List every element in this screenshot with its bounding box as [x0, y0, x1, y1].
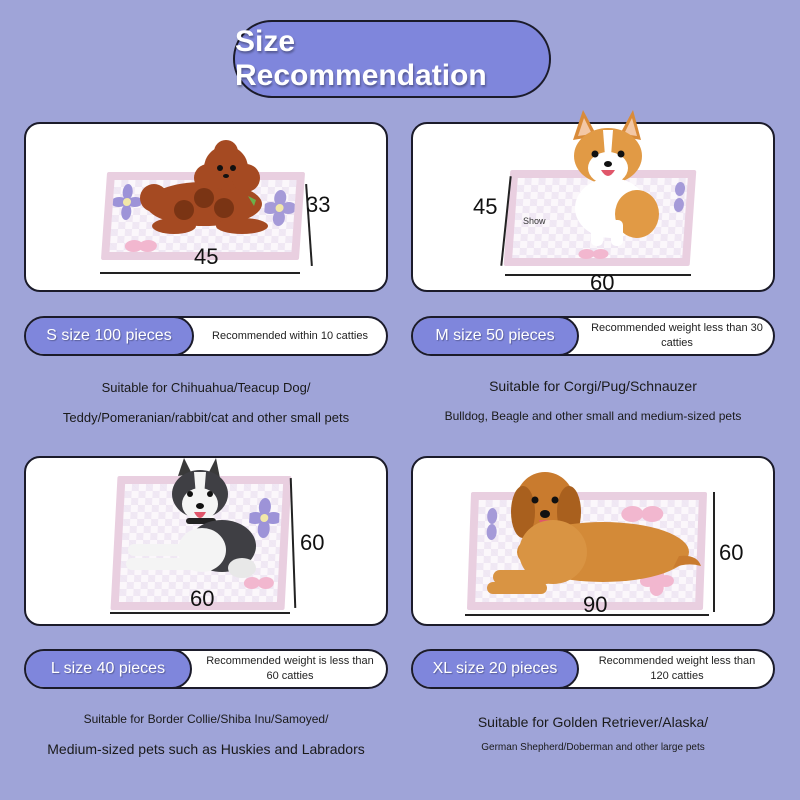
size-bar-small: [24, 316, 388, 356]
dimension-line: [290, 478, 297, 608]
dimension-line: [110, 612, 290, 614]
weight-note: Recommended within 10 catties: [212, 329, 368, 342]
suitable-breeds-detail: Medium-sized pets such as Huskies and Labradors: [47, 741, 365, 757]
husky-icon: [118, 458, 258, 590]
product-card-xl: [411, 456, 775, 626]
dimension-width: 60: [190, 586, 215, 611]
size-bar-large: [24, 649, 388, 689]
dimension-width: 60: [590, 270, 615, 295]
product-card-large: [24, 456, 388, 626]
dimension-line: [713, 492, 715, 612]
weight-note: Recommended weight is less than 60 catties: [206, 655, 374, 682]
dimension-width: 45: [194, 244, 219, 269]
product-card-small: [24, 122, 388, 292]
flower-icon: [123, 236, 158, 256]
suitable-breeds-detail: German Shepherd/Doberman and other large pets: [481, 742, 705, 753]
suitable-breeds: Suitable for Chihuahua/Teacup Dog/: [101, 380, 311, 395]
suitable-breeds: Suitable for Corgi/Pug/Schnauzer: [489, 378, 697, 394]
show-label: Show: [523, 216, 546, 226]
golden-retriever-icon: [483, 462, 703, 598]
suitable-breeds: Suitable for Golden Retriever/Alaska/: [477, 714, 709, 730]
corgi-icon: [553, 110, 663, 250]
size-label: M size 50 pieces: [411, 316, 579, 356]
product-card-medium: [411, 122, 775, 295]
size-bar-xl: [411, 649, 775, 689]
size-bar-medium: [411, 316, 775, 356]
weight-note: Recommended weight less than 30 catties: [591, 322, 763, 349]
suitable-breeds-detail: Teddy/Pomeranian/rabbit/cat and other small pets: [62, 410, 350, 425]
dimension-height: 33: [306, 192, 331, 217]
dimension-width: 90: [583, 592, 608, 617]
dimension-height: 45: [473, 194, 498, 219]
weight-note: Recommended weight less than 120 catties: [598, 655, 756, 682]
page-title: Size Recommendation: [233, 20, 551, 98]
flower-icon: [667, 182, 691, 212]
dimension-height: 60: [300, 530, 325, 555]
poodle-icon: [134, 138, 284, 238]
dimension-line: [100, 272, 300, 274]
dimension-height: 60: [719, 540, 744, 565]
size-label: S size 100 pieces: [24, 316, 194, 356]
size-label: L size 40 pieces: [24, 649, 192, 689]
size-label: XL size 20 pieces: [411, 649, 579, 689]
suitable-breeds: Suitable for Border Collie/Shiba Inu/Samoyed/: [83, 712, 329, 726]
suitable-breeds-detail: Bulldog, Beagle and other small and medium-sized pets: [444, 409, 742, 423]
